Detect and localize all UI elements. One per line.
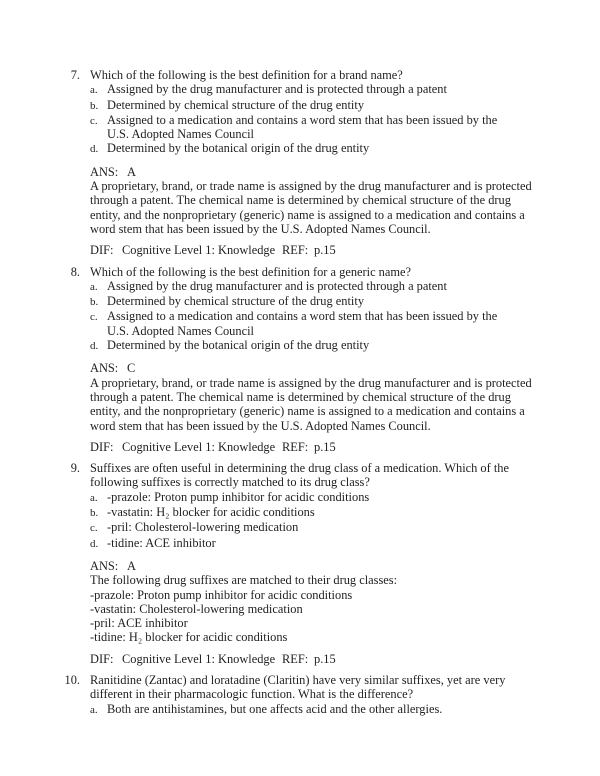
answer-label: ANS:: [90, 361, 119, 376]
option-letter: c.: [90, 311, 98, 324]
option-item: [90, 702, 582, 717]
explanation-line: through a patent. The chemical name is determined by chemical structure of the drug: [90, 389, 511, 404]
option-letter: b.: [90, 296, 99, 309]
option-text-line: Assigned to a medication and contains a word stem that has been issued by the: [107, 309, 498, 324]
option-text-line: Determined by chemical structure of the drug entity: [107, 97, 365, 112]
option-text: [107, 279, 582, 293]
ref-value: p.15: [314, 243, 336, 258]
answer-row: [90, 361, 582, 375]
explanation-line: A proprietary, brand, or trade name is assigned by the drug manufacturer and is protected: [90, 179, 532, 194]
option-letter: d.: [90, 537, 99, 550]
explanation-line: entity, and the nonproprietary (generic) name is assigned to a medication and contains a: [90, 404, 525, 419]
option-item: [90, 520, 582, 535]
option-item: [90, 505, 582, 520]
option-text: [107, 536, 582, 550]
question-text-line: Which of the following is the best definition for a brand name?: [90, 68, 403, 82]
option-letter: c.: [90, 522, 98, 535]
dif-ref-row: [90, 440, 582, 454]
question-number: 8.: [70, 264, 80, 279]
option-letter: a.: [90, 84, 98, 97]
ref-label: REF:: [282, 243, 309, 258]
question-item: [0, 265, 600, 455]
ref-label: REF:: [282, 651, 309, 666]
option-text: [107, 490, 582, 504]
question-number: 7.: [70, 68, 80, 82]
options-list: [90, 279, 582, 353]
dif-ref-row: [90, 652, 582, 666]
option-text-line: Determined by chemical structure of the drug entity: [107, 294, 365, 309]
dif-value: Cognitive Level 1: Knowledge: [122, 651, 276, 666]
question-text-line: Which of the following is the best definition for a generic name?: [90, 264, 412, 279]
option-item: [90, 141, 582, 156]
dif-value: Cognitive Level 1: Knowledge: [122, 243, 276, 258]
option-text: [107, 113, 582, 142]
explanation: [90, 179, 582, 236]
dif-label: DIF:: [90, 651, 114, 666]
options-list: [90, 82, 582, 156]
ref-value: p.15: [314, 651, 336, 666]
option-text: [107, 141, 582, 155]
question-number: 10.: [64, 672, 80, 687]
option-text: [107, 702, 582, 716]
dif-ref-row: [90, 243, 582, 257]
option-text-line: -pril: Cholesterol-lowering medication: [107, 520, 299, 535]
option-letter: c.: [90, 114, 98, 127]
option-text: [107, 309, 582, 338]
question-text-line: different in their pharmacologic function. What is the difference?: [90, 687, 414, 702]
option-item: [90, 98, 582, 113]
ref-label: REF:: [282, 439, 309, 454]
explanation-line: -pril: ACE inhibitor: [90, 616, 188, 631]
answer-row: [90, 165, 582, 179]
question-item: [0, 461, 600, 666]
option-text-line: Assigned to a medication and contains a word stem that has been issued by the: [107, 112, 498, 127]
answer-value: C: [127, 361, 136, 376]
option-text-line: Determined by the botanical origin of the drug entity: [107, 141, 370, 156]
option-text: [107, 338, 582, 352]
option-text: [107, 520, 582, 534]
question-item: [0, 673, 600, 717]
question-text-line: Ranitidine (Zantac) and loratadine (Claritin) have very similar suffixes, yet are very: [90, 672, 506, 687]
answer-label: ANS:: [90, 558, 119, 573]
option-item: [90, 309, 582, 338]
option-text-line: U.S. Adopted Names Council: [107, 323, 254, 338]
options-list: [90, 490, 582, 551]
option-letter: a.: [90, 491, 98, 504]
question-item: [0, 68, 600, 258]
option-item: [90, 536, 582, 551]
answer-value: A: [127, 558, 136, 573]
option-letter: b.: [90, 99, 99, 112]
explanation-line: -prazole: Proton pump inhibitor for acidic conditions: [90, 587, 353, 602]
explanation-line: word stem that has been issued by the U.S. Adopted Names Council.: [90, 418, 431, 433]
explanation-line: word stem that has been issued by the U.S. Adopted Names Council.: [90, 221, 431, 236]
explanation: [90, 573, 582, 644]
explanation-line: A proprietary, brand, or trade name is assigned by the drug manufacturer and is protected: [90, 375, 532, 390]
explanation: [90, 376, 582, 433]
option-text-line: -tidine: ACE inhibitor: [107, 535, 216, 550]
option-text-line: Determined by the botanical origin of the drug entity: [107, 338, 370, 353]
explanation-line: The following drug suffixes are matched to their drug classes:: [90, 573, 398, 588]
option-text-line: Assigned by the drug manufacturer and is protected through a patent: [107, 82, 447, 97]
option-text-line: U.S. Adopted Names Council: [107, 127, 254, 142]
option-text: [107, 294, 582, 308]
question-text-line: Suffixes are often useful in determining the drug class of a medication. Which of the: [90, 461, 509, 476]
option-item: [90, 113, 582, 142]
options-list: [90, 702, 582, 717]
answer-value: A: [127, 164, 136, 179]
option-text-line: Assigned by the drug manufacturer and is protected through a patent: [107, 278, 447, 293]
ref-value: p.15: [314, 439, 336, 454]
option-item: [90, 82, 582, 97]
option-text: [107, 505, 582, 519]
option-item: [90, 279, 582, 294]
option-item: [90, 294, 582, 309]
answer-label: ANS:: [90, 164, 119, 179]
explanation-line: through a patent. The chemical name is determined by chemical structure of the drug: [90, 193, 511, 208]
option-letter: d.: [90, 340, 99, 353]
option-letter: d.: [90, 143, 99, 156]
option-letter: a.: [90, 703, 98, 716]
option-item: [90, 490, 582, 505]
option-letter: b.: [90, 507, 99, 520]
explanation-line: -vastatin: Cholesterol-lowering medication: [90, 601, 303, 616]
option-text-line: Both are antihistamines, but one affects acid and the other allergies.: [107, 701, 443, 716]
option-item: [90, 338, 582, 353]
option-text: [107, 98, 582, 112]
dif-label: DIF:: [90, 439, 114, 454]
explanation-line: entity, and the nonproprietary (generic) name is assigned to a medication and contains a: [90, 207, 525, 222]
question-text-line: following suffixes is correctly matched to its drug class?: [90, 475, 370, 490]
dif-label: DIF:: [90, 243, 114, 258]
answer-row: [90, 559, 582, 573]
option-text: [107, 82, 582, 96]
option-letter: a.: [90, 280, 98, 293]
explanation-line: -tidine: H₂ blocker for acidic conditions: [90, 630, 288, 645]
question-number: 9.: [70, 461, 80, 476]
option-text-line: -prazole: Proton pump inhibitor for acidic conditions: [107, 489, 370, 504]
dif-value: Cognitive Level 1: Knowledge: [122, 439, 276, 454]
question-list: [0, 68, 600, 717]
option-text-line: -vastatin: H₂ blocker for acidic conditions: [107, 505, 315, 520]
